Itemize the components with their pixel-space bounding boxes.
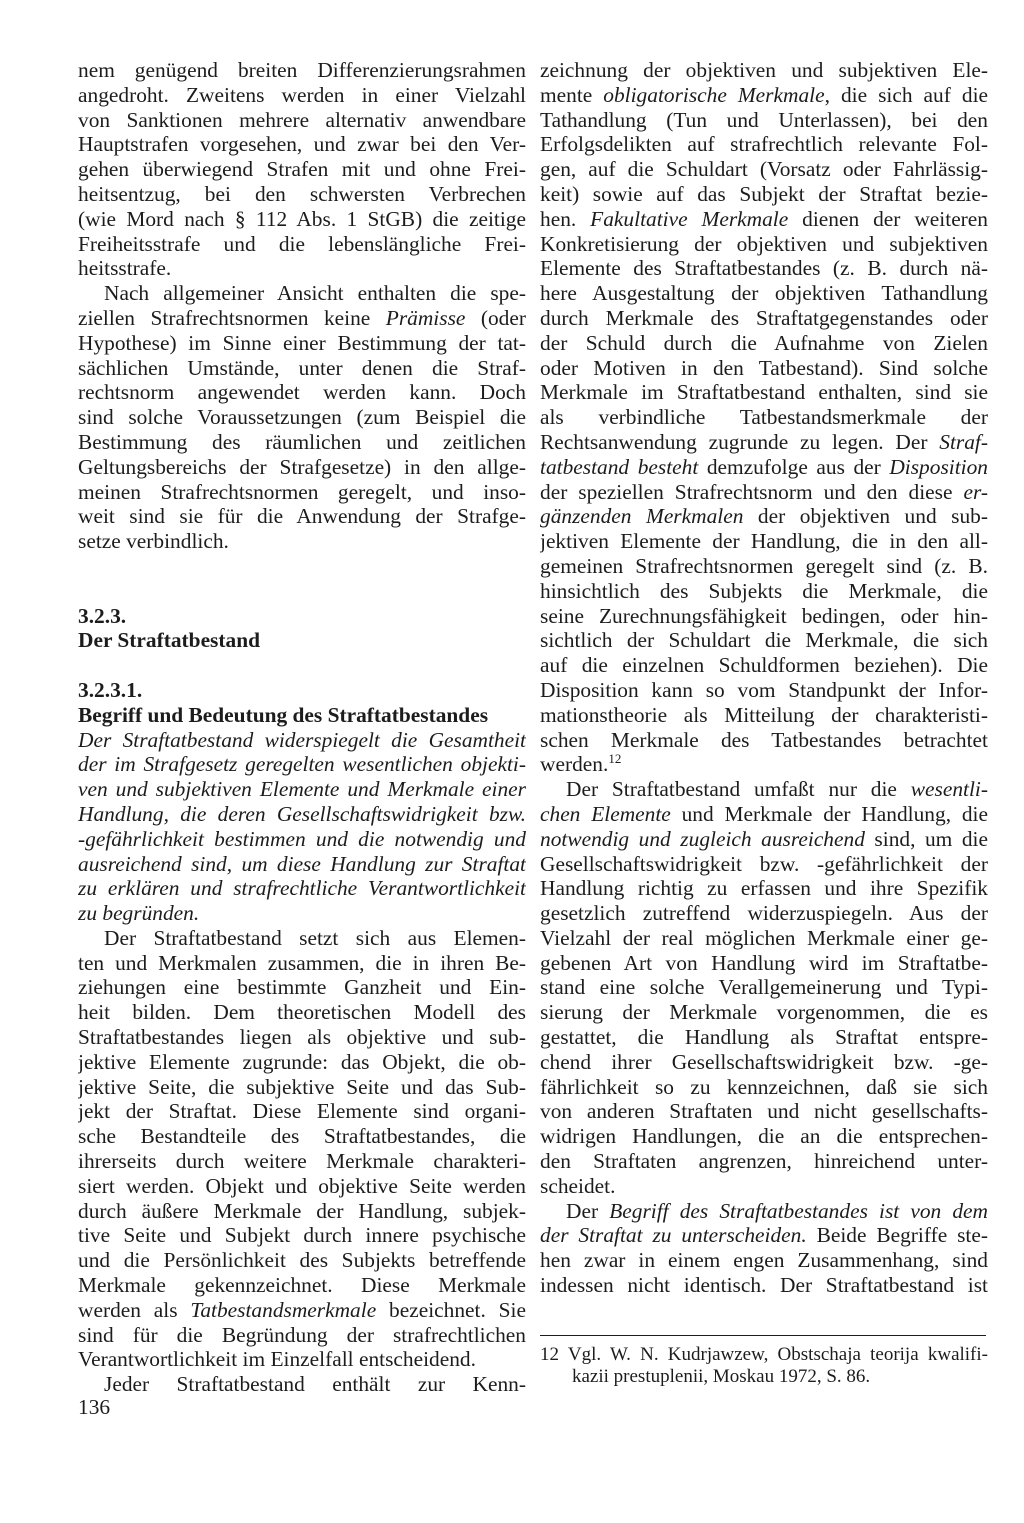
text-line: hinsichtlich des Subjekts die Merkmale, die [540, 578, 988, 603]
text-line: zeichnung der objektiven und subjektiven Ele- [540, 58, 988, 82]
text-line: hen zwar in einem engen Zusammenhang, sind [540, 1248, 988, 1273]
text-line: sind für die Begründung der strafrechtlichen [78, 1322, 526, 1347]
text-line: Merkmale im Straftatbestand enthalten, sind sie [540, 380, 988, 405]
text-line: nem genügend breiten Differenzierungsrahmen [78, 58, 526, 82]
text-line: heitsstrafe. [78, 256, 172, 281]
text-line: keit) sowie auf das Subjekt der Straftat bezie- [540, 181, 988, 206]
text-line: ihrerseits durch weitere Merkmale charakteri- [78, 1149, 526, 1174]
text-line: Elemente des Straftatbestandes (z. B. durch nä- [540, 256, 988, 281]
text-line: meinen Strafrechtsnormen geregelt, und inso- [78, 479, 526, 504]
text-line: mente obligatorische Merkmale, die sich auf die [540, 82, 988, 107]
text-line: werden als Tatbestandsmerkmale bezeichnet. Sie [78, 1297, 526, 1322]
text-line: gesetzlich zutreffend widerzuspiegeln. Aus der [540, 901, 988, 926]
footnote-line: 12 Vgl. W. N. Kudrjawzew, Obstschaja teorija kwalifi- [540, 1343, 988, 1365]
text-line: (wie Mord nach § 112 Abs. 1 StGB) die zeitige [78, 206, 526, 231]
text-line: gehen überwiegend Strafen mit und ohne Frei- [78, 157, 526, 182]
text-line: schen Merkmale des Tatbestandes betrachtet [540, 727, 988, 752]
paragraph [78, 281, 526, 554]
text-line: gemeinen Strafrechtsnormen geregelt sind (z. B. [540, 553, 988, 578]
text-line: der Schuld durch die Aufnahme von Zielen [540, 330, 988, 355]
text-line: jektive Elemente zugrunde: das Objekt, die ob- [78, 1049, 526, 1074]
text-line: Hauptstrafen vorgesehen, und zwar bei den Ver- [78, 132, 526, 157]
text-line: Der Straftatbestand widerspiegelt die Gesamtheit [78, 727, 526, 752]
text-line: und die Persönlichkeit des Subjekts betreffende [78, 1248, 526, 1273]
paragraph [540, 58, 988, 777]
text-line: werden.$^{12}$ [540, 752, 622, 777]
text-line: Handlung richtig zu erfassen und ihre Spezifik [540, 876, 988, 901]
text-line: angedroht. Zweitens werden in einer Vielzahl [78, 82, 526, 107]
paragraph [540, 1199, 988, 1298]
subsection-number: 3.2.3.1. [78, 677, 143, 702]
text-line: Bestimmung des räumlichen und zeitlichen [78, 429, 526, 454]
text-line: mationstheorie als Mitteilung der charakteristi- [540, 702, 988, 727]
paragraph [78, 1372, 526, 1397]
text-line: Erfolgsdelikten auf strafrechtlich relevante Fol- [540, 132, 988, 157]
text-line: der im Strafgesetz geregelten wesentlichen objekti- [78, 752, 526, 777]
text-line: ziehungen eine bestimmte Ganzheit und Ein- [78, 975, 526, 1000]
text-line: widrigen Handlungen, die an die entsprechen- [540, 1124, 988, 1149]
text-line: Jeder Straftatbestand enthält zur Kenn- [104, 1372, 526, 1397]
text-line: sierung der Merkmale vorgenommen, die es [540, 1000, 988, 1025]
section-title: Der Straftatbestand [78, 628, 260, 653]
text-line: weit sind sie für die Anwendung der Strafge- [78, 504, 526, 529]
text-line: jektive Seite, die subjektive Seite und das Sub- [78, 1074, 526, 1099]
text-line: scheidet. [540, 1173, 616, 1198]
text-line: gebenen Art von Handlung wird im Straftatbe- [540, 950, 988, 975]
text-line: Der Straftatbestand setzt sich aus Elemen- [104, 925, 526, 950]
right-column [540, 58, 988, 1389]
text-line: ausreichend sind, um diese Handlung zur Straftat [78, 851, 526, 876]
subsection-title: Begriff und Bedeutung des Straftatbestandes [78, 702, 489, 727]
text-line: Rechtsanwendung zugrunde zu legen. Der Straf- [540, 429, 988, 454]
text-line: heitsentzug, bei den schwersten Verbrechen [78, 181, 526, 206]
left-column [78, 58, 526, 1397]
text-line: Geltungsbereichs der Strafgesetze) in den allge- [78, 454, 526, 479]
text-line: sind solche Voraussetzungen (zum Beispiel die [78, 405, 526, 430]
text-line: Disposition kann so vom Standpunkt der Infor- [540, 677, 988, 702]
text-line: zu erklären und strafrechtliche Verantwortlichkeit [78, 876, 526, 901]
text-line: Freiheitsstrafe und die lebenslängliche Frei- [78, 231, 526, 256]
text-line: ven und subjektiven Elemente und Merkmale einer [78, 777, 526, 802]
text-line: Straftatbestandes liegen als objektive und sub- [78, 1025, 526, 1050]
paragraph [78, 58, 526, 281]
text-line: jektiven Elemente der Handlung, die in den all- [540, 529, 988, 554]
page-number: 136 [78, 1395, 111, 1419]
text-line: von Sanktionen mehrere alternativ anwendbare [78, 107, 526, 132]
text-line: seine Zurechnungsfähigkeit bedingen, oder hin- [540, 603, 988, 628]
text-line: sächlichen Umstände, unter denen die Straf- [78, 355, 526, 380]
text-line: sichtlich der Schuldart die Merkmale, die sich [540, 628, 988, 653]
text-line: gestattet, die Handlung als Straftat entspre- [540, 1025, 988, 1050]
text-line: zu begründen. [78, 901, 200, 926]
text-line: tatbestand besteht demzufolge aus der Disposition [540, 454, 988, 479]
text-line: der speziellen Strafrechtsnorm und den diese er- [540, 479, 988, 504]
text-line: Der Begriff des Straftatbestandes ist von dem [566, 1198, 988, 1223]
text-line: als verbindliche Tatbestandsmerkmale der [540, 405, 988, 430]
text-line: auf die einzelnen Schuldformen beziehen). Die [540, 653, 988, 678]
text-line: Hypothese) im Sinne einer Bestimmung der tat- [78, 330, 526, 355]
text-line: ziellen Strafrechtsnormen keine Prämisse (oder [78, 305, 526, 330]
text-line: Verantwortlichkeit im Einzelfall entscheidend. [78, 1347, 476, 1372]
text-line: siert werden. Objekt und objektive Seite werden [78, 1173, 526, 1198]
text-line: setze verbindlich. [78, 529, 229, 554]
text-line: sche Bestandteile des Straftatbestandes, die [78, 1124, 526, 1149]
text-line: heit bilden. Dem theoretischen Modell des [78, 1000, 526, 1025]
text-line: durch Merkmale des Straftatgegenstandes oder [540, 305, 988, 330]
text-line: gen, auf die Schuldart (Vorsatz oder Fahrlässig- [540, 157, 988, 182]
text-line: fährlichkeit so zu kennzeichnen, daß sie sich [540, 1074, 988, 1099]
text-line: chen Elemente und Merkmale der Handlung, die [540, 801, 988, 826]
section-number: 3.2.3. [78, 603, 127, 628]
text-line: Der Straftatbestand umfaßt nur die wesentli- [566, 777, 988, 802]
text-line: ten und Merkmalen zusammen, die in ihren Be- [78, 950, 526, 975]
text-line: Handlung, die deren Gesellschaftswidrigkeit bzw. [78, 801, 526, 826]
text-line: der Straftat zu unterscheiden. Beide Begriffe ste- [540, 1223, 988, 1248]
text-line: notwendig und zugleich ausreichend sind, um die [540, 826, 988, 851]
text-line: rechtsnorm angewendet werden kann. Doch [78, 380, 526, 405]
text-line: stand eine solche Verallgemeinerung und Typi- [540, 975, 988, 1000]
text-line: oder Motiven in den Tatbestand). Sind solche [540, 355, 988, 380]
text-line: Vielzahl der real möglichen Merkmale einer ge- [540, 925, 988, 950]
text-line: gänzenden Merkmalen der objektiven und sub- [540, 504, 988, 529]
text-line: den Straftaten angrenzen, hinreichend unter- [540, 1149, 988, 1174]
text-line: Merkmale gekennzeichnet. Diese Merkmale [78, 1273, 526, 1298]
text-line: Tathandlung (Tun und Unterlassen), bei den [540, 107, 988, 132]
paragraph [540, 777, 988, 1199]
text-line: here Ausgestaltung der objektiven Tathandlung [540, 281, 988, 306]
footnote [540, 1344, 988, 1389]
text-line: hen. Fakultative Merkmale dienen der weiteren [540, 206, 988, 231]
text-line: -gefährlichkeit bestimmen und die notwendig und [78, 826, 526, 851]
text-line: von anderen Straftaten und nicht gesellschafts- [540, 1099, 988, 1124]
text-line: jekt der Straftat. Diese Elemente sind organi- [78, 1099, 526, 1124]
text-line: Nach allgemeiner Ansicht enthalten die spe- [104, 281, 526, 306]
footnote-divider [540, 1335, 986, 1336]
text-line: tive Seite und Subjekt durch innere psychische [78, 1223, 526, 1248]
text-line: chend ihrer Gesellschaftswidrigkeit bzw. -ge- [540, 1049, 988, 1074]
text-line: durch äußere Merkmale der Handlung, subjek- [78, 1198, 526, 1223]
footnote-reference: 12 [608, 752, 622, 767]
text-line: Gesellschaftswidrigkeit bzw. -gefährlichkeit der [540, 851, 988, 876]
definition-paragraph [78, 728, 526, 926]
paragraph [78, 926, 526, 1372]
text-line: Konkretisierung der objektiven und subjektiven [540, 231, 988, 256]
text-line: indessen nicht identisch. Der Straftatbestand ist [540, 1273, 988, 1298]
footnote-line: kazii prestuplenii, Moskau 1972, S. 86. [572, 1366, 871, 1388]
